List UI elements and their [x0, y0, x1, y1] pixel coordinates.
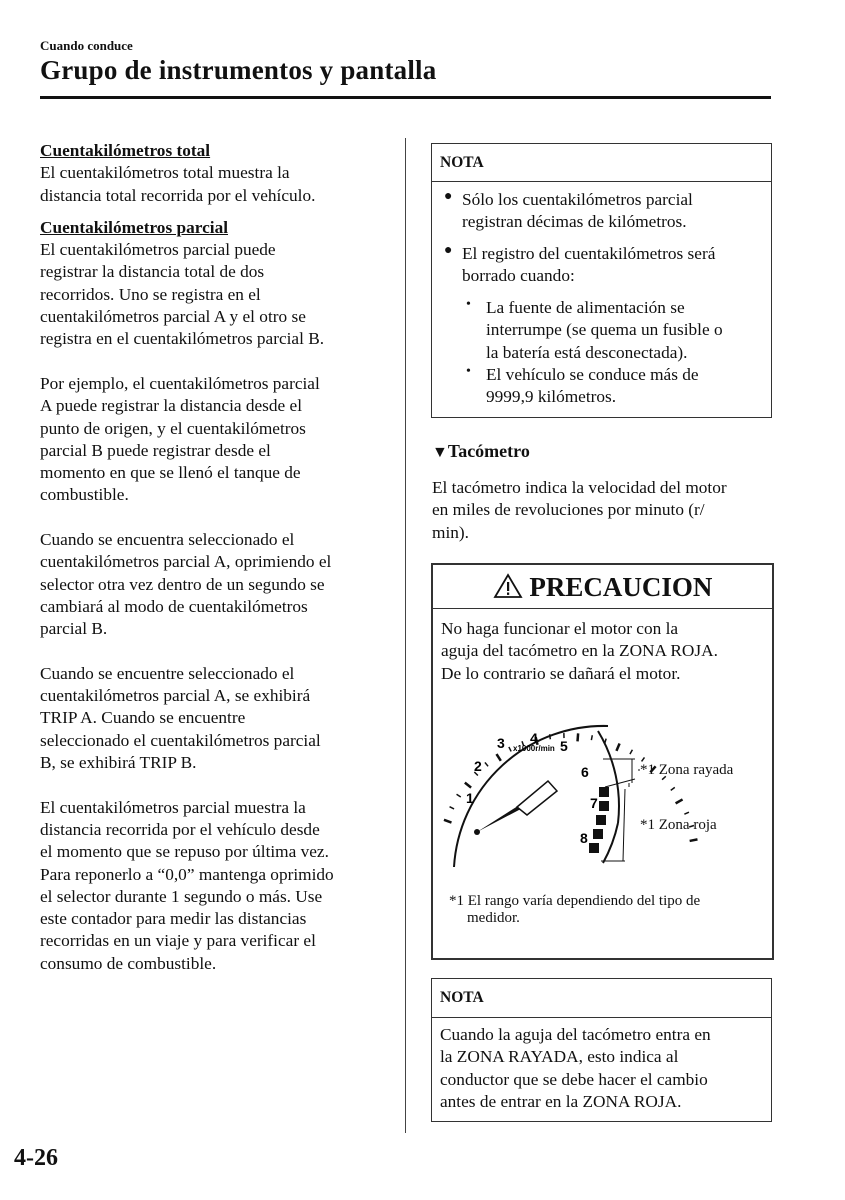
gauge-number-8: 8 [580, 830, 588, 846]
gauge-tick [605, 739, 606, 744]
note-box-odometer [431, 143, 772, 418]
page-number: 4-26 [14, 1145, 58, 1171]
gauge-tick [457, 794, 461, 797]
bullet-dot-icon: • [466, 364, 471, 379]
trip-paragraph-2: Por ejemplo, el cuentakilómetros parcial A puede registrar la distancia desde el punto de origen, y el cuentakilómetros parcial B puede registrar desde el momento en que se llenó el tanque de combustible. [40, 373, 320, 505]
gauge-tick [465, 783, 471, 788]
gauge-tick [676, 799, 683, 803]
gauge-footnote: *1 El rango varía dependiendo del tipo de medidor. [449, 893, 701, 926]
gauge-tick [450, 807, 454, 809]
trip-paragraph-5: El cuentakilómetros parcial muestra la distancia recorrida por el vehículo desde el momento que se repuso por última vez. Para reponerlo a “0,0” mantenga oprimido el selector durante 1 segundo o más. Use este contador para medir las distancias recorridas en un viaje y para verificar el consumo de combustible. [40, 797, 334, 973]
gauge-number-4: 4 [530, 730, 538, 746]
section-label: Cuando conduce [40, 38, 133, 53]
gauge-tick [578, 733, 579, 741]
left-column [40, 140, 390, 997]
caution-text: No haga funcionar el motor con la aguja del tacómetro en la ZONA ROJA. De lo contrario se dañará el motor. [441, 619, 718, 683]
gauge-tick [671, 787, 675, 790]
gauge-tick [684, 812, 689, 814]
zone-red-label: *1 Zona roja [640, 817, 717, 833]
tachometer-heading: ▼Tacómetro [432, 441, 530, 461]
gauge-tick [591, 735, 592, 740]
gauge-tick [550, 734, 551, 739]
note-subbullet-2: • El vehículo se conduce más de 9999,9 kilómetros. [466, 364, 699, 407]
note-text: Cuando la aguja del tacómetro entra en la ZONA RAYADA, esto indica al conductor que se debe hacer el cambio antes de entrar en la ZONA ROJA. [440, 1025, 711, 1111]
gauge-tick [630, 750, 632, 754]
gauge-number-6: 6 [581, 764, 589, 780]
gauge-unit-label: x1000r/min [513, 744, 555, 753]
note-bullet-2: ● El registro del cuentakilómetros será borrado cuando: [444, 243, 716, 286]
trip-meter-heading: Cuentakilómetros parcial [40, 217, 229, 237]
trip-paragraph-4: Cuando se encuentre seleccionado el cuentakilómetros parcial A, se exhibirá TRIP A. Cuando se encuentre seleccionado el cuentakilómetros parcial B, se exhibirá TRIP B. [40, 663, 321, 773]
zone-striped-label: *1 Zona rayada [640, 762, 734, 778]
gauge-number-7: 7 [590, 795, 598, 811]
gauge-tick [690, 839, 698, 841]
gauge-tick [642, 757, 645, 761]
gauge-numbers [466, 730, 598, 846]
title-rule [40, 96, 771, 99]
note-bullet-1: ● Sólo los cuentakilómetros parcial registran décimas de kilómetros. [444, 189, 693, 232]
trip-paragraph-3: Cuando se encuentra seleccionado el cuentakilómetros parcial A, oprimiendo el selector otra vez dentro de un segundo se cambiará al modo de cuentakilómetros parcial B. [40, 530, 332, 639]
trip-paragraph-1: El cuentakilómetros parcial puede registrar la distancia total de dos recorridos. Uno se registra en el cuentakilómetros parcial A y el otro se registra en el cuentakilómetros parcial B. [40, 240, 325, 349]
gauge-number-3: 3 [497, 735, 505, 751]
bullet-dot-icon: ● [444, 243, 453, 258]
gauge-tick [485, 762, 488, 766]
odometer-total-heading: Cuentakilómetros total [40, 141, 211, 160]
gauge-tick [509, 747, 511, 751]
page-title: Grupo de instrumentos y pantalla [40, 55, 437, 85]
note-subbullet-1: • La fuente de alimentación se interrumpe (se quema un fusible o la batería está desconectada). [466, 297, 723, 362]
gauge-tick [496, 754, 500, 761]
note-box-tachometer [431, 978, 772, 1122]
odometer-total-text: El cuentakilómetros total muestra la distancia total recorrida por el vehículo. [40, 163, 316, 205]
note-heading: NOTA [432, 144, 771, 182]
bullet-dot-icon: ● [444, 189, 453, 204]
gauge-number-2: 2 [474, 758, 482, 774]
gauge-needle [474, 781, 557, 835]
tachometer-text: El tacómetro indica la velocidad del motor en miles de revoluciones por minuto (r/ min). [432, 478, 727, 542]
bullet-dot-icon: • [466, 297, 471, 312]
gauge-tick [616, 743, 619, 750]
column-divider [405, 138, 406, 1133]
caution-box [431, 563, 774, 960]
triangle-down-icon: ▼ [432, 444, 448, 461]
gauge-number-5: 5 [560, 738, 568, 754]
gauge-number-1: 1 [466, 790, 474, 806]
caution-title: PRECAUCION [529, 572, 713, 602]
gauge-tick [444, 820, 452, 823]
note-heading: NOTA [432, 979, 771, 1018]
